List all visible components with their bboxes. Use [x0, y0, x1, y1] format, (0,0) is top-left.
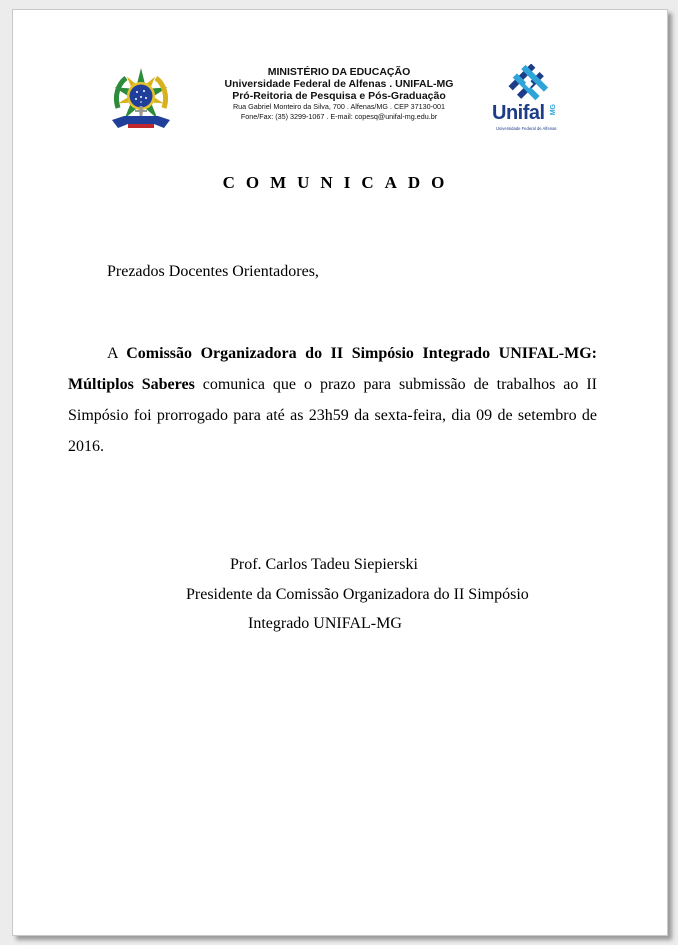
signature-role-line1: Presidente da Comissão Organizadora do II Simpósio — [186, 586, 529, 603]
signature-role-line2: Integrado UNIFAL-MG — [248, 615, 402, 632]
body-paragraph — [68, 338, 597, 462]
body-lead: A — [107, 345, 127, 362]
salutation: Prezados Docentes Orientadores, — [107, 263, 319, 280]
signature-name: Prof. Carlos Tadeu Siepierski — [230, 556, 418, 573]
ministry-line: MINISTÉRIO DA EDUCAÇÃO — [267, 66, 411, 78]
document-page — [12, 9, 668, 936]
unifal-subtitle: Universidade Federal de Alfenas — [496, 126, 557, 131]
university-line: Universidade Federal de Alfenas . UNIFAL-MG — [224, 78, 454, 90]
unifal-symbol-icon — [484, 64, 574, 104]
unifal-logo — [484, 64, 574, 136]
body-bold-text: Comissão Organizadora do II Simpósio Integrado UNIFAL-MG: Múltiplos Saberes — [68, 345, 597, 393]
address-line: Rua Gabriel Monteiro da Silva, 700 . Alfenas/MG . CEP 37130-001 — [232, 102, 446, 111]
document-title: COMUNICADO — [222, 173, 456, 192]
department-line: Pró-Reitoria de Pesquisa e Pós-Graduação — [232, 90, 446, 102]
letterhead — [200, 66, 478, 121]
body-rest: comunica que o prazo para submissão de trabalhos ao II Simpósio foi prorrogado para até as 23h59 da sexta-feira, dia 09 de setembro de 2016. — [68, 376, 597, 455]
unifal-wordmark: Unifal MG — [492, 102, 557, 124]
coat-of-arms-icon — [108, 66, 174, 136]
contact-line: Fone/Fax: (35) 3299-1067 . E-mail: copesq@unifal-mg.edu.br — [240, 111, 438, 121]
